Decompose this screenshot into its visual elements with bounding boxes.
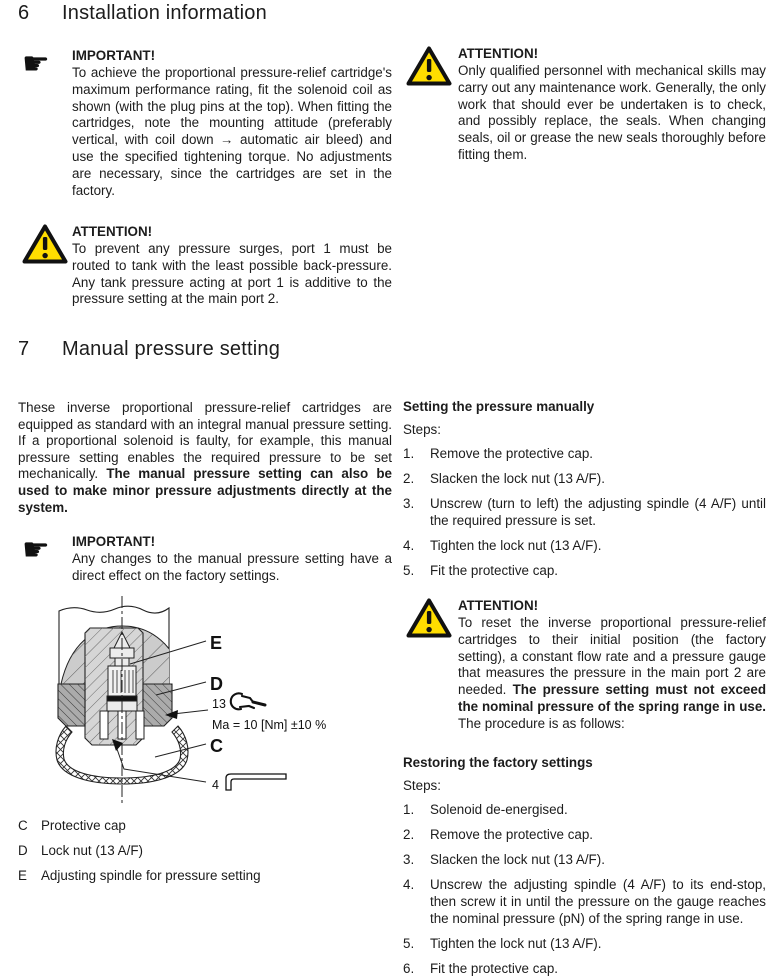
label-lock-nut: D [210, 674, 223, 694]
label-cap: C [210, 736, 223, 756]
legend-text: Protective cap [41, 818, 126, 833]
diagram-legend [18, 817, 392, 892]
section6-number: 6 [18, 2, 30, 24]
note-title: IMPORTANT! [72, 534, 156, 549]
step-item: 1. Solenoid de-energised. [403, 802, 568, 817]
legend-item [18, 842, 392, 859]
cartridge-cross-section-diagram [36, 592, 366, 825]
legend-key: D [18, 843, 28, 858]
section7-number: 7 [18, 338, 30, 360]
note-title: ATTENTION! [458, 46, 539, 61]
section7-heading [18, 338, 758, 361]
section7-intro-paragraph [18, 400, 392, 516]
open-end-wrench-icon [231, 693, 265, 709]
allen-key-icon [226, 774, 286, 790]
legend-item [18, 867, 392, 884]
note-important-installation [22, 47, 392, 199]
manual-setting-procedure [403, 398, 766, 587]
label-spindle: E [210, 633, 223, 653]
step-item: 5. Tighten the lock nut (13 A/F). [403, 936, 602, 951]
note-body: To achieve the proportional pressure-relief cartridge's maximum performance rating, fit the solenoid coil as shown (with the plug pins at the top). When fitting the cartridges, note the mounting attitude (preferably vertical, with coil down → automatic air bleed) and use the specified tightening torque. No adjustments are necessary, since the cartridges are set in the factory. [72, 65, 392, 198]
warning-triangle-icon [406, 45, 458, 92]
restore-steps-list [403, 801, 766, 977]
section6-title: Installation information [62, 2, 267, 24]
step-item: 3. Unscrew (turn to left) the adjusting spindle (4 A/F) until the required pressure is set. [403, 496, 766, 528]
step-item: 5. Fit the protective cap. [403, 563, 559, 578]
important-hand-icon: ☛ [22, 532, 50, 567]
torque-label: Ma = 10 [Nm] ±10 % [212, 718, 327, 732]
note-attention-maintenance [406, 45, 766, 164]
procedure-heading: Restoring the factory settings [403, 755, 593, 770]
note-title: ATTENTION! [458, 598, 539, 613]
note-attention-port1 [22, 223, 392, 308]
step-item: 6. Fit the protective cap. [403, 961, 559, 976]
manual-steps-list [403, 445, 766, 579]
steps-label: Steps: [403, 778, 441, 793]
step-item: 2. Remove the protective cap. [403, 827, 594, 842]
intro-regular-text: These inverse proportional pressure-relief cartridges are equipped as standard with an integral manual pressure setting. If a proportional solenoid is faulty, for example, this manual pressure setting enables the required pressure to be set mechanically. [18, 400, 392, 482]
allen-size-label: 4 [212, 778, 219, 792]
important-hand-icon: ☛ [22, 46, 50, 81]
note-important-factory [22, 533, 392, 585]
section6-heading [18, 2, 758, 25]
note-body: Any changes to the manual pressure setting have a direct effect on the factory settings. [72, 551, 392, 583]
step-item: 4. Tighten the lock nut (13 A/F). [403, 538, 602, 553]
steps-label: Steps: [403, 422, 441, 437]
note-body: To prevent any pressure surges, port 1 must be routed to tank with the least possible back-pressure. Any tank pressure acting at port 1 is additive to the pressure setting at the main port 2. [72, 241, 392, 307]
legend-text: Adjusting spindle for pressure setting [41, 868, 261, 883]
legend-key: C [18, 818, 28, 833]
note-title: IMPORTANT! [72, 48, 156, 63]
note-title: ATTENTION! [72, 224, 153, 239]
wrench-size-label: 13 [212, 697, 226, 711]
legend-text: Lock nut (13 A/F) [41, 843, 143, 858]
note-attention-reset [406, 597, 766, 733]
legend-key: E [18, 868, 27, 883]
step-item: 1. Remove the protective cap. [403, 446, 594, 461]
legend-item [18, 817, 392, 834]
section7-title: Manual pressure setting [62, 338, 281, 360]
warning-triangle-icon [406, 597, 458, 644]
step-item: 2. Slacken the lock nut (13 A/F). [403, 471, 605, 486]
procedure-heading: Setting the pressure manually [403, 399, 595, 414]
restore-factory-procedure [403, 754, 766, 978]
note-body: Only qualified personnel with mechanical skills may carry out any maintenance work. Generally, the only work that should ever be undertaken is to check, and possibly replace, the seals. When changing seals, oil or grease the new seals thoroughly before fitting them. [458, 63, 766, 162]
warning-triangle-icon [22, 223, 72, 270]
step-item: 3. Slacken the lock nut (13 A/F). [403, 852, 605, 867]
note-body: To reset the inverse proportional pressure-relief cartridges to their initial position (the factory setting), a constant flow rate and a pressure gauge that measures the pressure in the main port 2 are needed. The pressure setting must not exceed the nominal pressure of the spring range in use. The procedure is as follows: [458, 615, 766, 731]
step-item: 4. Unscrew the adjusting spindle (4 A/F) to its end-stop, then screw it in until the pressure on the gauge reaches the nominal pressure (pN) of the spring range in use. [403, 877, 766, 926]
intro-bold-text: The manual pressure setting can also be used to make minor pressure adjustments directly at the system. [18, 466, 392, 515]
